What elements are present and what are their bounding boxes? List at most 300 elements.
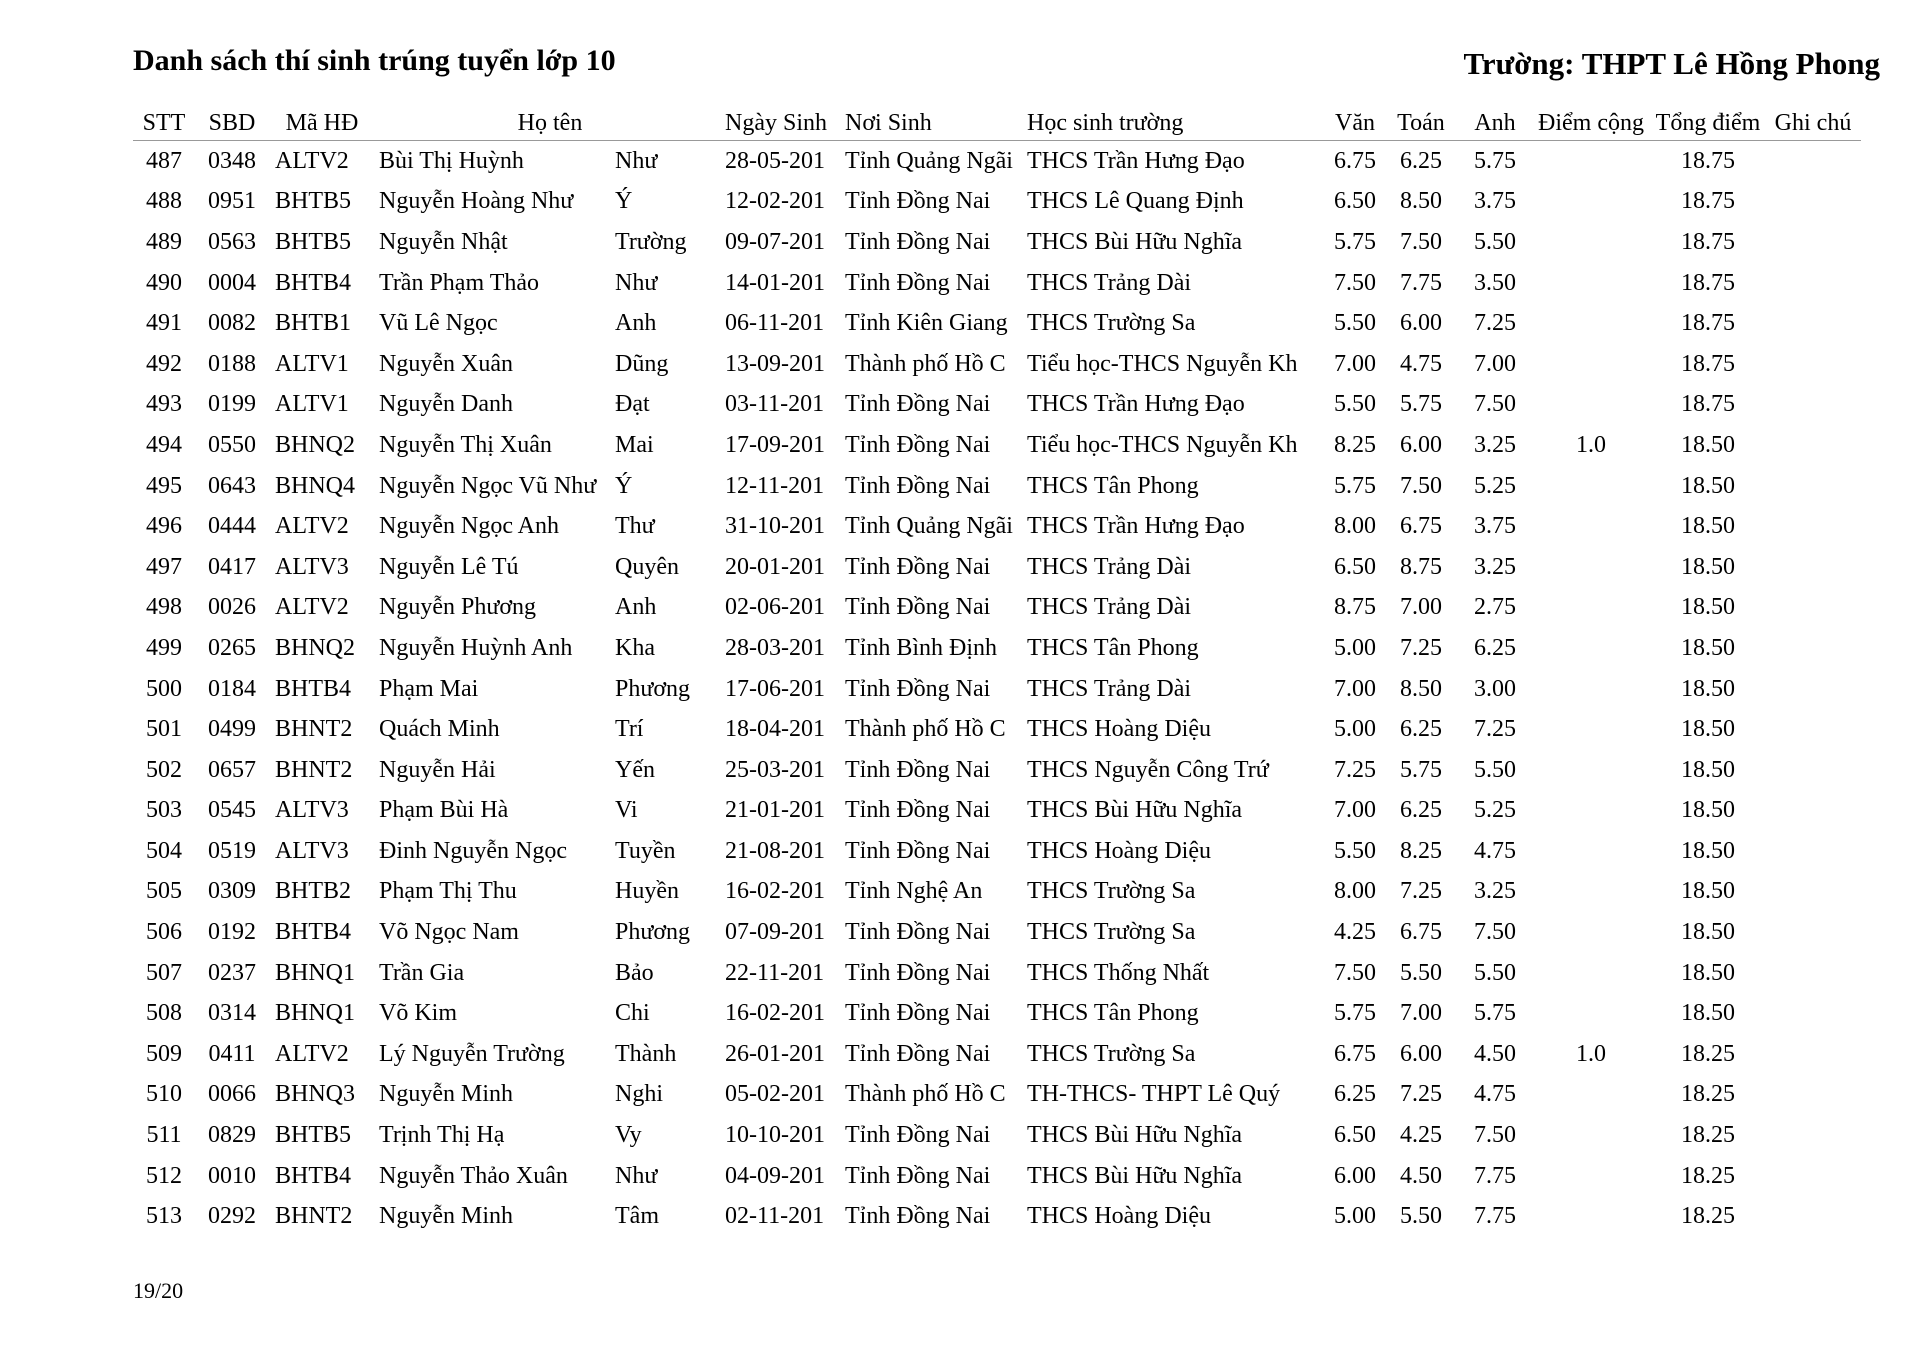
table-row (133, 912, 1861, 953)
cell-hoc-sinh-truong: THCS Trần Hưng Đạo (1027, 513, 1245, 540)
cell-noi-sinh: Tỉnh Đồng Nai (845, 431, 991, 458)
cell-stt: 487 (146, 147, 182, 174)
cell-ho: Nguyễn Danh (379, 391, 513, 418)
cell-ma-hd: ALTV1 (275, 350, 349, 377)
cell-anh: 5.25 (1474, 472, 1516, 499)
cell-toan: 6.75 (1400, 513, 1442, 540)
cell-tong-diem: 18.50 (1681, 919, 1735, 946)
cell-stt: 501 (146, 716, 182, 743)
cell-ma-hd: BHTB4 (275, 269, 352, 296)
cell-van: 5.75 (1334, 472, 1376, 499)
cell-ma-hd: ALTV1 (275, 391, 349, 418)
cell-ma-hd: ALTV3 (275, 837, 349, 864)
cell-ho: Nguyễn Lê Tú (379, 553, 519, 580)
cell-hoc-sinh-truong: THCS Lê Quang Định (1027, 188, 1244, 215)
cell-anh: 5.50 (1474, 959, 1516, 986)
cell-hoc-sinh-truong: THCS Hoàng Diệu (1027, 1203, 1211, 1230)
cell-hoc-sinh-truong: THCS Thống Nhất (1027, 959, 1210, 986)
cell-van: 6.75 (1334, 147, 1376, 174)
cell-sbd: 0004 (208, 269, 256, 296)
cell-anh: 6.25 (1474, 634, 1516, 661)
cell-tong-diem: 18.50 (1681, 1000, 1735, 1027)
cell-stt: 508 (146, 1000, 182, 1027)
cell-ma-hd: BHNQ2 (275, 431, 356, 458)
cell-toan: 6.25 (1400, 797, 1442, 824)
cell-tong-diem: 18.75 (1681, 269, 1735, 296)
cell-toan: 8.75 (1400, 553, 1442, 580)
cell-anh: 5.75 (1474, 1000, 1516, 1027)
cell-ten: Anh (615, 310, 657, 337)
cell-ma-hd: ALTV2 (275, 147, 349, 174)
cell-ten: Đạt (615, 391, 650, 418)
cell-toan: 5.50 (1400, 959, 1442, 986)
cell-toan: 6.00 (1400, 310, 1442, 337)
cell-sbd: 0237 (208, 959, 256, 986)
cell-toan: 5.75 (1400, 391, 1442, 418)
cell-noi-sinh: Thành phố Hồ C (845, 1081, 1006, 1108)
cell-ma-hd: BHNQ1 (275, 959, 356, 986)
cell-ten: Như (615, 147, 658, 174)
cell-ghi-chu (1765, 831, 1861, 872)
cell-ngay-sinh: 12-11-201 (725, 472, 825, 499)
cell-stt: 512 (146, 1162, 182, 1189)
col-header-anh: Anh (1459, 106, 1531, 141)
cell-tong-diem: 18.25 (1681, 1081, 1735, 1108)
cell-noi-sinh: Tỉnh Đồng Nai (845, 675, 991, 702)
cell-toan: 4.50 (1400, 1162, 1442, 1189)
cell-ma-hd: BHTB5 (275, 1122, 352, 1149)
cell-ma-hd: BHTB4 (275, 675, 352, 702)
cell-van: 8.00 (1334, 513, 1376, 540)
cell-diem-cong (1531, 1115, 1651, 1156)
cell-tong-diem: 18.50 (1681, 431, 1735, 458)
cell-ten: Nghi (615, 1081, 663, 1108)
cell-anh: 5.25 (1474, 797, 1516, 824)
cell-ho: Bùi Thị Huỳnh (379, 147, 524, 174)
cell-stt: 507 (146, 959, 182, 986)
cell-stt: 498 (146, 594, 182, 621)
cell-hoc-sinh-truong: THCS Trảng Dài (1027, 594, 1192, 621)
cell-ten: Phương (615, 919, 691, 946)
cell-ma-hd: ALTV2 (275, 513, 349, 540)
cell-ma-hd: BHNQ3 (275, 1081, 356, 1108)
cell-hoc-sinh-truong: THCS Trường Sa (1027, 310, 1196, 337)
cell-ho: Nguyễn Ngọc Anh (379, 513, 559, 540)
cell-noi-sinh: Tỉnh Nghệ An (845, 878, 983, 905)
cell-ngay-sinh: 21-08-201 (725, 837, 825, 864)
cell-ma-hd: BHTB4 (275, 919, 352, 946)
table-row (133, 872, 1861, 913)
cell-anh: 2.75 (1474, 594, 1516, 621)
cell-noi-sinh: Tỉnh Đồng Nai (845, 1122, 991, 1149)
cell-ngay-sinh: 31-10-201 (725, 513, 825, 540)
table-row (133, 263, 1861, 304)
cell-sbd: 0545 (208, 797, 256, 824)
cell-tong-diem: 18.50 (1681, 553, 1735, 580)
cell-ma-hd: BHTB4 (275, 1162, 352, 1189)
table-row (133, 993, 1861, 1034)
cell-hoc-sinh-truong: THCS Tân Phong (1027, 472, 1199, 499)
cell-hoc-sinh-truong: THCS Trảng Dài (1027, 553, 1192, 580)
col-header-ma-hd: Mã HĐ (269, 106, 375, 141)
cell-toan: 7.25 (1400, 634, 1442, 661)
cell-hoc-sinh-truong: Tiểu học-THCS Nguyễn Kh (1027, 350, 1298, 377)
cell-anh: 7.75 (1474, 1203, 1516, 1230)
cell-noi-sinh: Tỉnh Đồng Nai (845, 553, 991, 580)
cell-hoc-sinh-truong: Tiểu học-THCS Nguyễn Kh (1027, 431, 1298, 458)
cell-toan: 8.25 (1400, 837, 1442, 864)
cell-van: 7.00 (1334, 797, 1376, 824)
cell-ghi-chu (1765, 547, 1861, 588)
cell-tong-diem: 18.50 (1681, 878, 1735, 905)
cell-ghi-chu (1765, 344, 1861, 385)
cell-ho: Nguyễn Thị Xuân (379, 431, 552, 458)
cell-ho: Quách Minh (379, 716, 500, 743)
cell-ghi-chu (1765, 791, 1861, 832)
table-row (133, 1156, 1861, 1197)
col-header-van: Văn (1327, 106, 1383, 141)
cell-tong-diem: 18.50 (1681, 716, 1735, 743)
cell-noi-sinh: Tỉnh Đồng Nai (845, 797, 991, 824)
cell-stt: 505 (146, 878, 182, 905)
cell-toan: 7.00 (1400, 594, 1442, 621)
cell-diem-cong (1531, 385, 1651, 426)
cell-stt: 506 (146, 919, 182, 946)
cell-ngay-sinh: 02-06-201 (725, 594, 825, 621)
cell-ngay-sinh: 28-03-201 (725, 634, 825, 661)
cell-ngay-sinh: 26-01-201 (725, 1040, 825, 1067)
cell-hoc-sinh-truong: THCS Hoàng Diệu (1027, 837, 1211, 864)
cell-van: 5.50 (1334, 391, 1376, 418)
cell-noi-sinh: Tỉnh Đồng Nai (845, 1203, 991, 1230)
cell-diem-cong (1531, 344, 1651, 385)
cell-tong-diem: 18.50 (1681, 594, 1735, 621)
cell-tong-diem: 18.50 (1681, 756, 1735, 783)
cell-ngay-sinh: 25-03-201 (725, 756, 825, 783)
cell-ten: Anh (615, 594, 657, 621)
cell-ho: Võ Ngọc Nam (379, 919, 519, 946)
cell-tong-diem: 18.50 (1681, 675, 1735, 702)
admission-table (133, 106, 1861, 1237)
cell-anh: 3.50 (1474, 269, 1516, 296)
cell-toan: 6.25 (1400, 147, 1442, 174)
cell-tong-diem: 18.50 (1681, 634, 1735, 661)
cell-anh: 3.25 (1474, 878, 1516, 905)
cell-ma-hd: BHNT2 (275, 716, 353, 743)
cell-stt: 502 (146, 756, 182, 783)
cell-sbd: 0066 (208, 1081, 256, 1108)
table-row (133, 466, 1861, 507)
cell-tong-diem: 18.50 (1681, 513, 1735, 540)
cell-ten: Ý (615, 472, 633, 499)
cell-tong-diem: 18.25 (1681, 1162, 1735, 1189)
cell-anh: 3.25 (1474, 553, 1516, 580)
document-title: Danh sách thí sinh trúng tuyển lớp 10 (133, 44, 616, 77)
cell-sbd: 0519 (208, 837, 256, 864)
cell-ghi-chu (1765, 385, 1861, 426)
cell-ten: Vi (615, 797, 638, 824)
cell-sbd: 0951 (208, 188, 256, 215)
cell-hoc-sinh-truong: THCS Bùi Hữu Nghĩa (1027, 797, 1243, 824)
cell-noi-sinh: Tỉnh Quảng Ngãi (845, 147, 1013, 174)
cell-tong-diem: 18.75 (1681, 391, 1735, 418)
cell-ho: Nguyễn Nhật (379, 228, 508, 255)
cell-hoc-sinh-truong: THCS Tân Phong (1027, 634, 1199, 661)
cell-van: 5.00 (1334, 1203, 1376, 1230)
cell-ten: Thư (615, 513, 655, 540)
cell-van: 6.50 (1334, 188, 1376, 215)
cell-stt: 513 (146, 1203, 182, 1230)
cell-ma-hd: BHNQ2 (275, 634, 356, 661)
table-row (133, 669, 1861, 710)
cell-sbd: 0411 (208, 1040, 256, 1067)
cell-van: 7.50 (1334, 959, 1376, 986)
cell-noi-sinh: Tỉnh Đồng Nai (845, 1162, 991, 1189)
cell-ghi-chu (1765, 912, 1861, 953)
table-row (133, 709, 1861, 750)
school-name: Trường: THPT Lê Hồng Phong (1463, 46, 1880, 81)
cell-van: 8.25 (1334, 431, 1376, 458)
cell-noi-sinh: Thành phố Hồ C (845, 350, 1006, 377)
cell-van: 5.00 (1334, 716, 1376, 743)
cell-ho: Nguyễn Phương (379, 594, 537, 621)
cell-ngay-sinh: 13-09-201 (725, 350, 825, 377)
table-row (133, 588, 1861, 629)
cell-sbd: 0563 (208, 228, 256, 255)
cell-van: 6.00 (1334, 1162, 1376, 1189)
col-header-tong-diem: Tổng điểm (1651, 106, 1765, 141)
col-header-sbd: SBD (195, 106, 269, 141)
cell-ho: Nguyễn Minh (379, 1081, 513, 1108)
cell-van: 5.75 (1334, 1000, 1376, 1027)
cell-ma-hd: BHTB1 (275, 310, 352, 337)
cell-toan: 7.00 (1400, 1000, 1442, 1027)
col-header-stt: STT (133, 106, 195, 141)
col-header-ho-ten: Họ tên (375, 106, 725, 141)
col-header-ngay-sinh: Ngày Sinh (725, 106, 845, 141)
cell-anh: 4.75 (1474, 837, 1516, 864)
cell-anh: 3.25 (1474, 431, 1516, 458)
cell-ten: Ý (615, 188, 633, 215)
cell-ghi-chu (1765, 466, 1861, 507)
cell-toan: 8.50 (1400, 188, 1442, 215)
cell-van: 8.75 (1334, 594, 1376, 621)
cell-stt: 490 (146, 269, 182, 296)
cell-toan: 6.00 (1400, 431, 1442, 458)
cell-noi-sinh: Tỉnh Quảng Ngãi (845, 513, 1013, 540)
cell-toan: 5.50 (1400, 1203, 1442, 1230)
cell-anh: 4.75 (1474, 1081, 1516, 1108)
cell-tong-diem: 18.75 (1681, 350, 1735, 377)
cell-diem-cong (1531, 750, 1651, 791)
cell-noi-sinh: Tỉnh Đồng Nai (845, 391, 991, 418)
cell-toan: 7.50 (1400, 472, 1442, 499)
cell-hoc-sinh-truong: THCS Trảng Dài (1027, 675, 1192, 702)
cell-ghi-chu (1765, 303, 1861, 344)
cell-van: 6.50 (1334, 553, 1376, 580)
cell-diem-cong: 1.0 (1576, 1040, 1606, 1067)
cell-ngay-sinh: 28-05-201 (725, 147, 825, 174)
cell-stt: 494 (146, 431, 182, 458)
cell-ma-hd: BHTB2 (275, 878, 352, 905)
cell-diem-cong (1531, 141, 1651, 182)
cell-ho: Đinh Nguyễn Ngọc (379, 837, 567, 864)
cell-ten: Kha (615, 634, 655, 661)
cell-ho: Nguyễn Ngọc Vũ Như (379, 472, 597, 499)
cell-anh: 4.50 (1474, 1040, 1516, 1067)
cell-van: 7.00 (1334, 350, 1376, 377)
cell-ngay-sinh: 09-07-201 (725, 228, 825, 255)
cell-ten: Phương (615, 675, 691, 702)
cell-ten: Yến (615, 756, 655, 783)
col-header-noi-sinh: Nơi Sinh (845, 106, 1027, 141)
cell-anh: 7.00 (1474, 350, 1516, 377)
cell-hoc-sinh-truong: THCS Trần Hưng Đạo (1027, 391, 1245, 418)
cell-ngay-sinh: 22-11-201 (725, 959, 825, 986)
cell-van: 5.00 (1334, 634, 1376, 661)
cell-sbd: 0657 (208, 756, 256, 783)
cell-ngay-sinh: 07-09-201 (725, 919, 825, 946)
cell-sbd: 0348 (208, 147, 256, 174)
cell-ngay-sinh: 12-02-201 (725, 188, 825, 215)
cell-noi-sinh: Tỉnh Đồng Nai (845, 837, 991, 864)
cell-tong-diem: 18.25 (1681, 1040, 1735, 1067)
cell-noi-sinh: Thành phố Hồ C (845, 716, 1006, 743)
cell-ghi-chu (1765, 709, 1861, 750)
cell-stt: 496 (146, 513, 182, 540)
col-header-hoc-sinh-truong: Học sinh trường (1027, 106, 1327, 141)
cell-noi-sinh: Tỉnh Đồng Nai (845, 919, 991, 946)
cell-diem-cong (1531, 791, 1651, 832)
cell-ghi-chu (1765, 141, 1861, 182)
cell-anh: 7.25 (1474, 716, 1516, 743)
cell-stt: 492 (146, 350, 182, 377)
cell-diem-cong (1531, 588, 1651, 629)
cell-ghi-chu (1765, 953, 1861, 994)
cell-ho: Trần Phạm Thảo (379, 269, 540, 296)
cell-diem-cong (1531, 1156, 1651, 1197)
cell-ma-hd: ALTV2 (275, 1040, 349, 1067)
cell-ten: Trường (615, 228, 687, 255)
cell-noi-sinh: Tỉnh Kiên Giang (845, 310, 1008, 337)
cell-hoc-sinh-truong: THCS Bùi Hữu Nghĩa (1027, 1162, 1243, 1189)
table-row (133, 831, 1861, 872)
cell-ghi-chu (1765, 1034, 1861, 1075)
table-row (133, 953, 1861, 994)
cell-stt: 489 (146, 228, 182, 255)
cell-ten: Thành (615, 1040, 677, 1067)
cell-sbd: 0292 (208, 1203, 256, 1230)
cell-diem-cong (1531, 1075, 1651, 1116)
cell-stt: 493 (146, 391, 182, 418)
cell-tong-diem: 18.75 (1681, 310, 1735, 337)
cell-noi-sinh: Tỉnh Đồng Nai (845, 959, 991, 986)
table-row (133, 628, 1861, 669)
cell-sbd: 0314 (208, 1000, 256, 1027)
cell-anh: 7.25 (1474, 310, 1516, 337)
cell-stt: 503 (146, 797, 182, 824)
cell-ghi-chu (1765, 1196, 1861, 1237)
cell-anh: 7.50 (1474, 391, 1516, 418)
page-number: 19/20 (133, 1278, 184, 1303)
cell-van: 5.75 (1334, 228, 1376, 255)
cell-diem-cong (1531, 303, 1651, 344)
cell-diem-cong (1531, 953, 1651, 994)
cell-anh: 3.75 (1474, 188, 1516, 215)
table-row (133, 1115, 1861, 1156)
cell-noi-sinh: Tỉnh Đồng Nai (845, 472, 991, 499)
cell-ghi-chu (1765, 1156, 1861, 1197)
table-row (133, 425, 1861, 466)
cell-ho: Nguyễn Thảo Xuân (379, 1162, 568, 1189)
cell-ghi-chu (1765, 588, 1861, 629)
cell-tong-diem: 18.50 (1681, 472, 1735, 499)
table-row (133, 385, 1861, 426)
cell-ma-hd: ALTV3 (275, 553, 349, 580)
cell-ten: Dũng (615, 350, 669, 377)
cell-toan: 7.25 (1400, 878, 1442, 905)
cell-ma-hd: BHTB5 (275, 188, 352, 215)
cell-hoc-sinh-truong: THCS Trần Hưng Đạo (1027, 147, 1245, 174)
cell-ten: Mai (615, 431, 654, 458)
cell-tong-diem: 18.50 (1681, 959, 1735, 986)
cell-diem-cong (1531, 1196, 1651, 1237)
cell-sbd: 0309 (208, 878, 256, 905)
table-row (133, 791, 1861, 832)
cell-ngay-sinh: 17-06-201 (725, 675, 825, 702)
cell-toan: 6.25 (1400, 716, 1442, 743)
cell-ten: Vy (615, 1122, 642, 1149)
cell-toan: 7.75 (1400, 269, 1442, 296)
cell-ngay-sinh: 06-11-201 (725, 310, 825, 337)
cell-ngay-sinh: 16-02-201 (725, 878, 825, 905)
cell-anh: 5.75 (1474, 147, 1516, 174)
cell-anh: 7.50 (1474, 919, 1516, 946)
cell-diem-cong (1531, 912, 1651, 953)
cell-van: 5.50 (1334, 310, 1376, 337)
cell-hoc-sinh-truong: THCS Bùi Hữu Nghĩa (1027, 1122, 1243, 1149)
cell-diem-cong (1531, 831, 1651, 872)
cell-ho: Lý Nguyễn Trường (379, 1040, 565, 1067)
cell-diem-cong (1531, 222, 1651, 263)
cell-ghi-chu (1765, 182, 1861, 223)
cell-diem-cong (1531, 547, 1651, 588)
cell-van: 7.50 (1334, 269, 1376, 296)
cell-stt: 495 (146, 472, 182, 499)
cell-hoc-sinh-truong: THCS Bùi Hữu Nghĩa (1027, 228, 1243, 255)
cell-ho: Trần Gia (379, 959, 465, 986)
cell-stt: 510 (146, 1081, 182, 1108)
cell-ho: Phạm Bùi Hà (379, 797, 509, 824)
cell-anh: 3.00 (1474, 675, 1516, 702)
table-row (133, 1075, 1861, 1116)
cell-stt: 500 (146, 675, 182, 702)
cell-ghi-chu (1765, 425, 1861, 466)
cell-ghi-chu (1765, 506, 1861, 547)
cell-noi-sinh: Tỉnh Đồng Nai (845, 228, 991, 255)
cell-stt: 509 (146, 1040, 182, 1067)
cell-anh: 5.50 (1474, 228, 1516, 255)
cell-hoc-sinh-truong: THCS Tân Phong (1027, 1000, 1199, 1027)
cell-noi-sinh: Tỉnh Đồng Nai (845, 188, 991, 215)
cell-sbd: 0417 (208, 553, 256, 580)
cell-ten: Bảo (615, 959, 654, 986)
cell-sbd: 0199 (208, 391, 256, 418)
cell-sbd: 0192 (208, 919, 256, 946)
table-body (133, 141, 1861, 1238)
cell-ngay-sinh: 18-04-201 (725, 716, 825, 743)
cell-ma-hd: ALTV3 (275, 797, 349, 824)
